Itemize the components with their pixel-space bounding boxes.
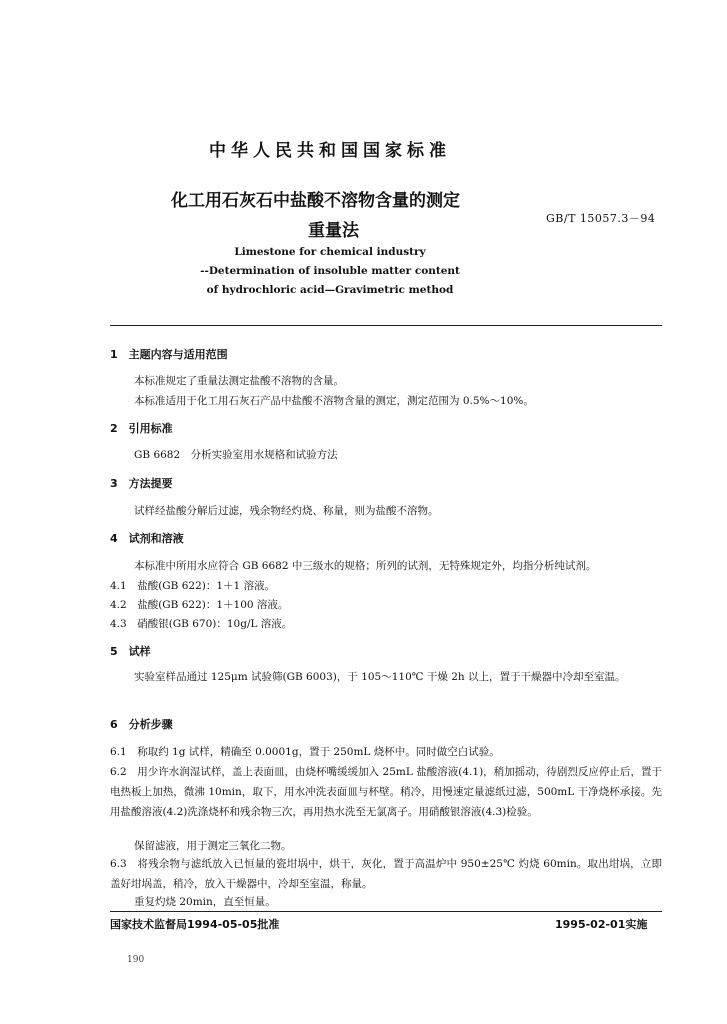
item-6-3: 6.3 将残余物与滤纸放入已恒量的瓷坩埚中，烘干，灰化，置于高温炉中 950±25℃ 灼烧 60min。取出坩埚，立即盖好坩埚盖，稍冷，放入干燥器中，冷却至室温，称量。 xyxy=(110,858,662,890)
section-2-reference: GB 6682 分析实验室用水规格和试验方法 xyxy=(134,449,338,461)
section-6-heading: 6 分析步骤 xyxy=(110,718,173,731)
item-6-2: 6.2 用少许水润湿试样，盖上表面皿，由烧杯嘴缓缓加入 25mL 盐酸溶液(4.1)，稍加摇动，待剧烈反应停止后，置于电热板上加热，微沸 10min，取下，用水冲洗表面皿与杯壁。稍冷，用慢速定量滤纸过滤，500mL 干净烧杯承接。先用盐酸溶液(4.2)洗涤烧杯和残余物三次，再用热水洗至无氯离子。用硝酸银溶液(4.3)检验。 xyxy=(110,766,662,818)
section-5-paragraph: 实验室样品通过 125μm 试验筛(GB 6003)，于 105～110℃ 干燥 2h 以上，置于干燥器中冷却至室温。 xyxy=(134,671,626,683)
item-6-2-note: 保留滤液，用于测定三氧化二物。 xyxy=(134,840,292,852)
approval-date: 国家技术监督局1994-05-05批准 xyxy=(110,918,280,931)
item-4-1: 4.1 盐酸(GB 622)：1＋1 溶液。 xyxy=(110,580,276,592)
standard-code: GB/T 15057.3－94 xyxy=(546,212,656,225)
english-title-line-2: --Determination of insoluble matter content xyxy=(200,265,460,277)
item-4-3: 4.3 硝酸银(GB 670)：10g/L 溶液。 xyxy=(110,618,293,630)
item-6-3-repeat: 重复灼烧 20min，直至恒量。 xyxy=(134,896,276,908)
national-standard-heading: 中华人民共和国国家标准 xyxy=(209,141,451,161)
section-3-heading: 3 方法提要 xyxy=(110,477,173,490)
section-4-paragraph: 本标准中所用水应符合 GB 6682 中三级水的规格；所列的试剂，无特殊规定外，均指分析纯试剂。 xyxy=(134,560,597,572)
section-1-paragraph-1: 本标准规定了重量法测定盐酸不溶物的含量。 xyxy=(134,375,344,387)
section-2-heading: 2 引用标准 xyxy=(110,422,173,435)
header-rule xyxy=(110,325,662,326)
section-5-heading: 5 试样 xyxy=(110,645,151,658)
section-1-paragraph-2: 本标准适用于化工用石灰石产品中盐酸不溶物含量的测定，测定范围为 0.5%～10%。 xyxy=(134,395,534,407)
item-4-2: 4.2 盐酸(GB 622)：1＋100 溶液。 xyxy=(110,599,289,611)
section-3-paragraph: 试样经盐酸分解后过滤，残余物经灼烧、称量，则为盐酸不溶物。 xyxy=(134,505,439,517)
english-title-line-3: of hydrochloric acid—Gravimetric method xyxy=(206,284,454,296)
document-title: 化工用石灰石中盐酸不溶物含量的测定 xyxy=(171,191,460,211)
page-number: 190 xyxy=(127,955,145,965)
footer-rule xyxy=(110,911,662,912)
implementation-date: 1995-02-01实施 xyxy=(555,918,648,931)
item-6-1: 6.1 称取约 1g 试样，精确至 0.0001g，置于 250mL 烧杯中。同时做空白试验。 xyxy=(110,746,500,758)
english-title-line-1: Limestone for chemical industry xyxy=(234,246,426,258)
section-4-heading: 4 试剂和溶液 xyxy=(110,532,184,545)
section-1-heading: 1 主题内容与适用范围 xyxy=(110,348,228,361)
document-subtitle: 重量法 xyxy=(308,221,359,241)
